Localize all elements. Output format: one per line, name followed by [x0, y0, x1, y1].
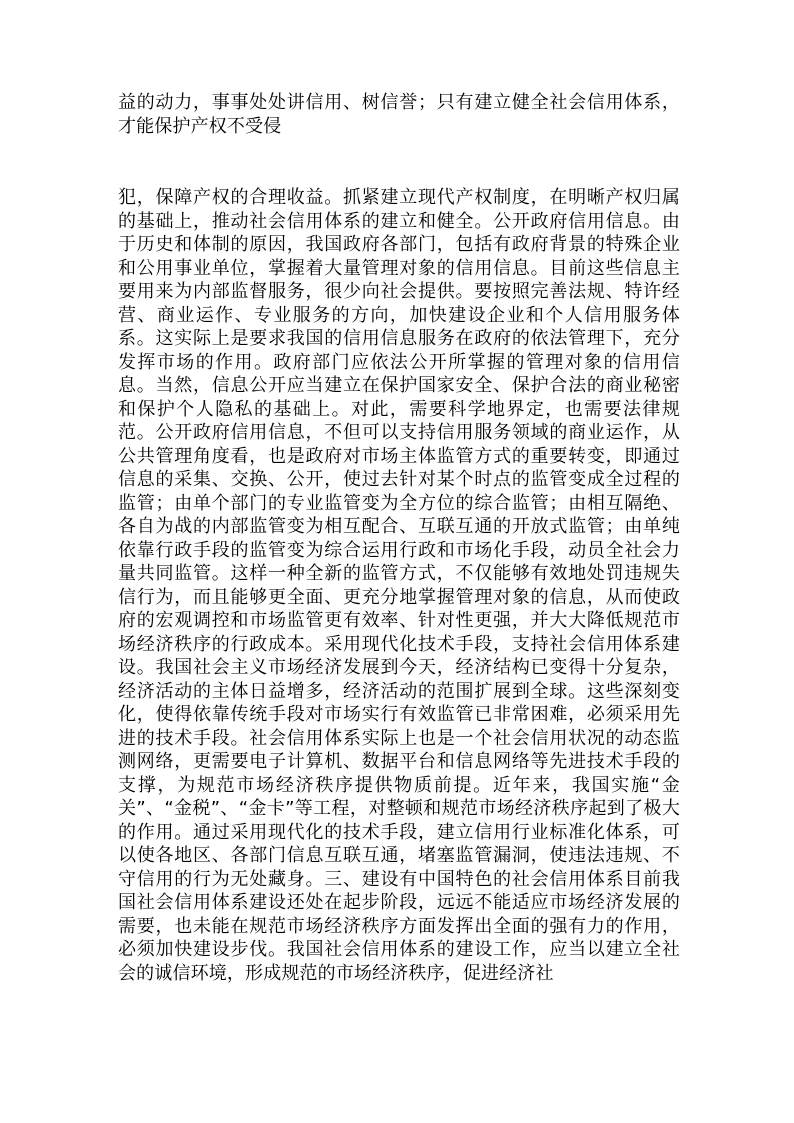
paragraph-body: 犯，保障产权的合理收益。抓紧建立现代产权制度，在明晰产权归属的基础上，推动社会信用体系的建立和健全。公开政府信用信息。由于历史和体制的原因，我国政府各部门，包括有政府背景的特殊企业和公用事业单位，掌握着大量管理对象的信用信息。目前这些信息主要用来为内部监督服务，很少向社会提供。要按照完善法规、特许经营、商业运作、专业服务的方向，加快建设企业和个人信用服务体系。这实际上是要求我国的信用信息服务在政府的依法管理下，充分发挥市场的作用。政府部门应依法公开所掌握的管理对象的信用信息。当然，信息公开应当建立在保护国家安全、保护合法的商业秘密和保护个人隐私的基础上。对此，需要科学地界定，也需要法律规范。公开政府信用信息，不但可以支持信用服务领域的商业运作，从公共管理角度看，也是政府对市场主体监管方式的重要转变，即通过信息的采集、交换、公开，使过去针对某个时点的监管变成全过程的监管；由单个部门的专业监管变为全方位的综合监管；由相互隔绝、各自为战的内部监管变为相互配合、互联互通的开放式监管；由单纯依靠行政手段的监管变为综合运用行政和市场化手段，动员全社会力量共同监管。这样一种全新的监管方式，不仅能够有效地处罚违规失信行为，而且能够更全面、更充分地掌握管理对象的信息，从而使政府的宏观调控和市场监管更有效率、针对性更强，并大大降低规范市场经济秩序的行政成本。采用现代化技术手段，支持社会信用体系建设。我国社会主义市场经济发展到今天，经济结构已变得十分复杂，经济活动的主体日益增多，经济活动的范围扩展到全球。这些深刻变化，使得依靠传统手段对市场实行有效监管已非常困难，必须采用先进的技术手段。社会信用体系实际上也是一个社会信用状况的动态监测网络，更需要电子计算机、数据平台和信息网络等先进技术手段的支撑，为规范市场经济秩序提供物质前提。近年来，我国实施“金关”、“金税”、“金卡”等工程，对整顿和规范市场经济秩序起到了极大的作用。通过采用现代化的技术手段，建立信用行业标准化体系，可以使各地区、各部门信息互联互通，堵塞监管漏洞，使违法违规、不守信用的行为无处藏身。三、建设有中国特色的社会信用体系目前我国社会信用体系建设还处在起步阶段，远远不能适应市场经济发展的需要，也未能在规范市场经济秩序方面发挥出全面的强有力的作用，必须加快建设步伐。我国社会信用体系的建设工作，应当以建立全社会的诚信环境，形成规范的市场经济秩序，促进经济社 — [118, 187, 680, 984]
paragraph-opening: 益的动力，事事处处讲信用、树信誉；只有建立健全社会信用体系，才能保护产权不受侵 — [118, 92, 680, 137]
document-page — [118, 91, 680, 985]
